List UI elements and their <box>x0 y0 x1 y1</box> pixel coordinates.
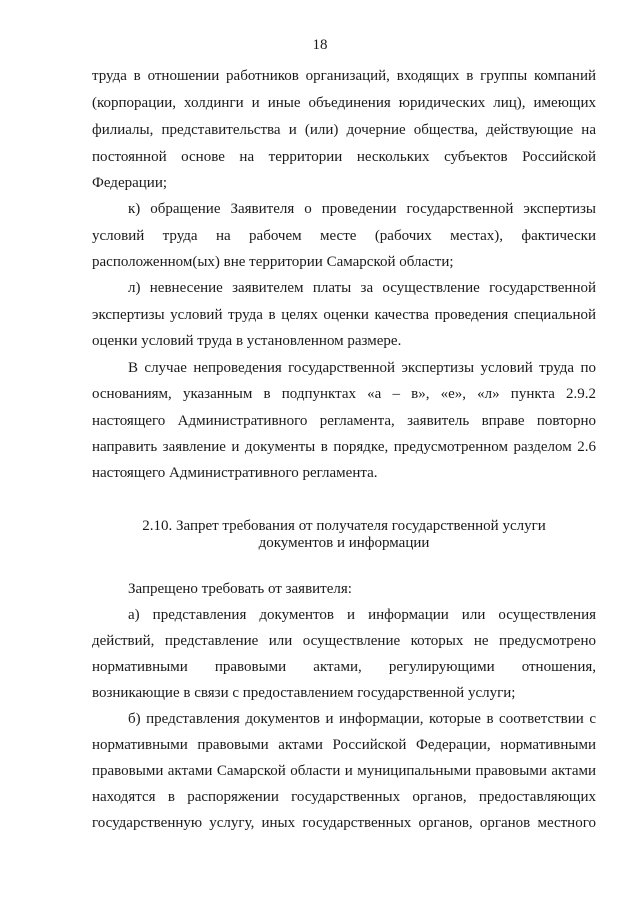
text-line: Запрещено требовать от заявителя: <box>128 581 352 597</box>
text-line: постоянной основе на территории нескольких субъектов Российской <box>92 149 596 165</box>
text-line: находятся в распоряжении государственных органов, предоставляющих <box>92 789 596 805</box>
text-line: настоящего Административного регламента. <box>92 465 378 481</box>
text-line: правовыми актами Самарской области и муниципальными правовыми актами <box>92 763 596 779</box>
text-line: условий труда на рабочем месте (рабочих местах), фактически <box>92 228 596 244</box>
text-line: настоящего Административного регламента, заявитель вправе повторно <box>92 413 596 429</box>
text-line: филиалы, представительства и (или) дочерние общества, действующие на <box>92 122 596 138</box>
text-line: нормативными правовыми актами, регулирующими отношения, <box>92 659 596 675</box>
text-line: труда в отношении работников организаций, входящих в группы компаний <box>92 68 596 84</box>
text-line: расположенном(ых) вне территории Самарской области; <box>92 254 454 270</box>
section-heading: документов и информации <box>258 535 430 551</box>
page-number: 18 <box>312 37 328 53</box>
text-line: (корпорации, холдинги и иные объединения юридических лиц), имеющих <box>92 95 596 111</box>
text-line: направить заявление и документы в порядке, предусмотренном разделом 2.6 <box>92 439 596 455</box>
text-line: к) обращение Заявителя о проведении государственной экспертизы <box>128 201 596 217</box>
text-line: нормативными правовыми актами Российской Федерации, нормативными <box>92 737 596 753</box>
text-line: а) представления документов и информации или осуществления <box>128 607 596 623</box>
text-line: экспертизы условий труда в целях оценки качества проведения специальной <box>92 307 596 323</box>
text-line: возникающие в связи с предоставлением государственной услуги; <box>92 685 516 701</box>
text-line: л) невнесение заявителем платы за осуществление государственной <box>128 280 596 296</box>
text-line: В случае непроведения государственной экспертизы условий труда по <box>128 360 596 376</box>
text-line: оценки условий труда в установленном размере. <box>92 333 402 349</box>
text-line: Федерации; <box>92 175 168 191</box>
text-line: действий, представление или осуществление которых не предусмотрено <box>92 633 596 649</box>
text-line: основаниям, указанным в подпунктах «а – в», «е», «л» пункта 2.9.2 <box>92 386 596 402</box>
section-heading: 2.10. Запрет требования от получателя государственной услуги <box>142 518 546 534</box>
text-line: б) представления документов и информации, которые в соответствии с <box>128 711 596 727</box>
text-line: государственную услугу, иных государственных органов, органов местного <box>92 815 596 831</box>
